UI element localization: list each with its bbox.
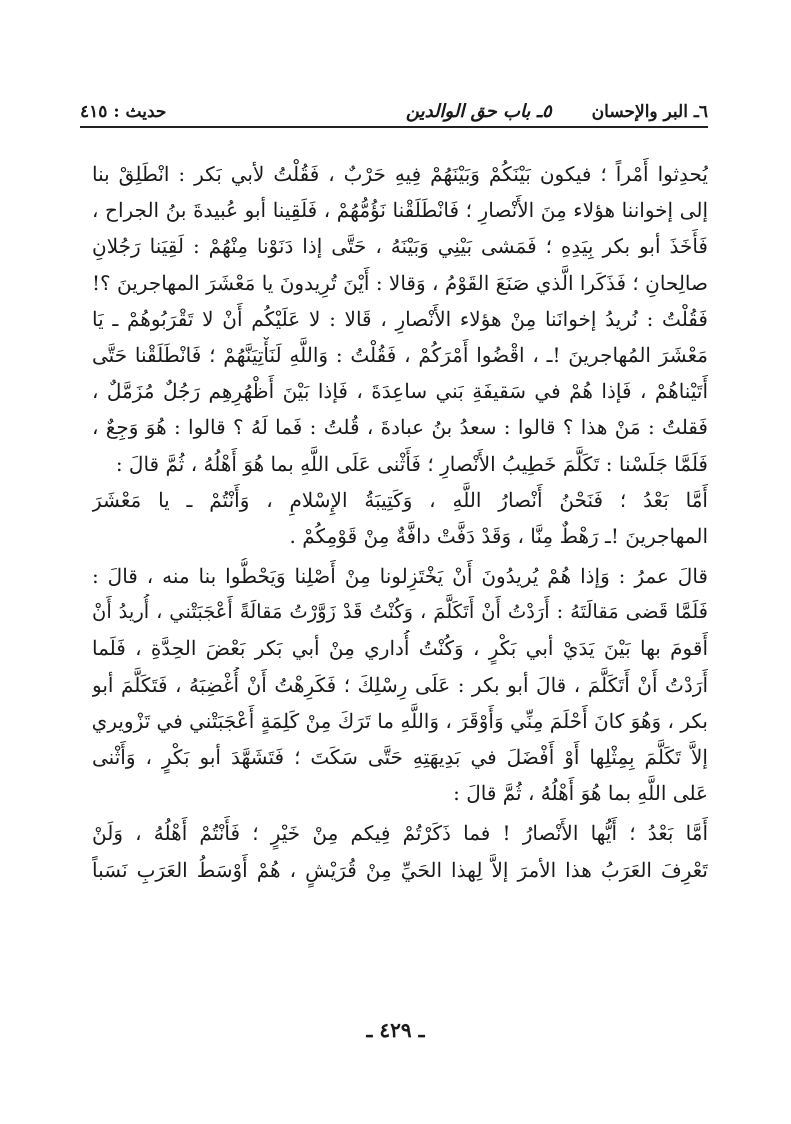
- book-title: ٦ـ البر والإحسان: [591, 102, 708, 122]
- header-section-titles: [406, 101, 708, 122]
- text-line: بكر ، وَهُوَ كانَ أَحْلَمَ مِنِّي وَأَوْقَرَ ، وَاللَّهِ ما تَرَكَ مِنْ كَلِمَةٍ أَعْجَبَتْني في تَزْويري: [92, 708, 708, 733]
- text-line: فَقُلْتُ : نُريدُ إخوانَنا مِنْ هؤلاء الأَنْصارِ ، قَالا : لا عَلَيْكُم أَنْ لا تَقْرَبُوهُمْ ـ يَا: [92, 306, 708, 331]
- header-divider: [80, 126, 708, 128]
- text-line: صالِحانِ ؛ فَذَكَرا الَّذي صَنَعَ القَوْمُ ، وَقالا : أَيْنَ تُرِيدونَ يا مَعْشَرَ المهاجرينَ ؟!: [92, 270, 708, 295]
- text-line: فَلَمَّا قَضى مَقالَتَهُ : أَرَدْتُ أَنْ أَتَكَلَّمَ ، وَكُنْتُ قَدْ زَوَّرْتُ مَقالَةً أَعْجَبَتْني ، أُريدُ أَنْ: [92, 600, 708, 624]
- text-line: مَعْشَرَ المُهاجرينَ !ـ ، اقْضُوا أَمْرَكُمْ ، فَقُلْتُ : وَاللَّهِ لَنَأْتِيَنَّهُمْ ؛ فَانْطَلَقْنا حَتَّى: [92, 342, 708, 367]
- hadith-reference: حديث : ٤١٥: [80, 102, 167, 122]
- text-line: فَقلتُ : مَنْ هذا ؟ قالوا : سعدُ بنُ عبادةَ ، قُلتُ : فَما لَهُ ؟ قالوا : هُوَ وَجِعٌ ،: [92, 415, 708, 440]
- quote-line: أَمَّا بَعْدُ ؛ أَيُّها الأَنْصارُ ! فما ذَكَرْتُمْ فِيكم مِنْ خَيْرٍ ؛ فَأَنْتُمْ أَهْلُهُ ، وَلَنْ: [92, 821, 708, 846]
- text-line: يُحدِثوا أَمْراً ؛ فيكون بَيْنَكُمْ وَبَيْنَهُمْ فِيهِ حَرْبٌ ، فَقُلْتُ لأبي بَكر : انْطَلِقْ بنا: [92, 162, 708, 186]
- text-body: [92, 156, 708, 888]
- text-line: إلاَّ تَكَلَّمَ بِمِثْلِها أَوْ أَفْضَلَ في بَدِيهَتِهِ حَتَّى سَكَتَ ؛ فَتَشَهَّدَ أبو بَكْرٍ ، وَأَثْنى: [92, 745, 708, 769]
- quote-line: تَعْرِفَ العَرَبُ هذا الأمرَ إلاَّ لِهذا الحَيِّ مِنْ قُرَيْشٍ ، هُمْ أَوْسَطُ العَرَبِ نَسَباً: [92, 857, 708, 882]
- chapter-title: ٥ـ باب حق الوالدين: [405, 101, 552, 122]
- page-number: ـ ٤٢٩ ـ: [366, 1018, 425, 1042]
- text-line: فَأَخَذَ أبو بكر بِيَدِهِ ؛ فَمَشى بَيْنِي وَبَيْنَهُ ، حَتَّى إذا دَنَوْنا مِنْهُمْ : لَقِيَنا رَجُلانِ: [92, 234, 708, 259]
- text-line: إلى إخواننا هؤلاء مِنَ الأَنْصارِ ؛ فَانْطَلَقْنا نَؤُمُّهُمْ ، فَلَقِينا أبو عُبيدةَ بنُ الجراح ،: [92, 198, 708, 223]
- text-line: أَرَدْتُ أَنْ أَتَكَلَّمَ ، قالَ أبو بكر : عَلَى رِسْلِكَ ؛ فَكَرِهْتُ أَنْ أُغْضِبَهُ ، فَتَكَلَّمَ أبو: [92, 672, 708, 697]
- text-line: أَتَيْناهُمْ ، فَإذا هُمْ في سَقيفَةِ بَني ساعِدَةَ ، فَإذا بَيْنَ أَظْهُرِهِم رَجُلٌ مُزَمَّلٌ ،: [92, 379, 708, 404]
- running-header: [80, 92, 708, 122]
- text-line: عَلى اللَّهِ بما هُوَ أَهْلُهُ ، ثُمَّ قالَ :: [453, 781, 708, 806]
- quote-line: المهاجرينَ !ـ رَهْطٌ مِنَّا ، وَقَدْ دَفَّتْ دافَّةٌ مِنْ قَوْمِكُمْ .: [289, 523, 708, 548]
- text-line: قالَ عمرُ : وَإذا هُمْ يُريدُونَ أَنْ يَخْتَزِلونا مِنْ أَصْلِنا وَيَحْطُّوا بنا منه ، قالَ :: [92, 564, 708, 589]
- text-line: فَلَمَّا جَلَسْنا : تَكَلَّمَ خَطِيبُ الأَنْصارِ ؛ فَأَثْنى عَلَى اللَّهِ بما هُوَ أَهْلُهُ ، ثُمَّ قالَ :: [115, 451, 708, 476]
- text-line: أَقومَ بها بَيْنَ يَدَيْ أبي بَكْرٍ ، وَكُنْتُ أُداري مِنْ أبي بَكر بَعْضَ الحِدَّةِ ، فَلَما: [92, 636, 708, 661]
- quote-line: أَمَّا بَعْدُ ؛ فَنَحْنُ أَنْصارُ اللَّهِ ، وَكَتِيبَةُ الإِسْلامِ ، وَأَنْتُمْ ـ يا مَعْشَرَ: [92, 487, 708, 512]
